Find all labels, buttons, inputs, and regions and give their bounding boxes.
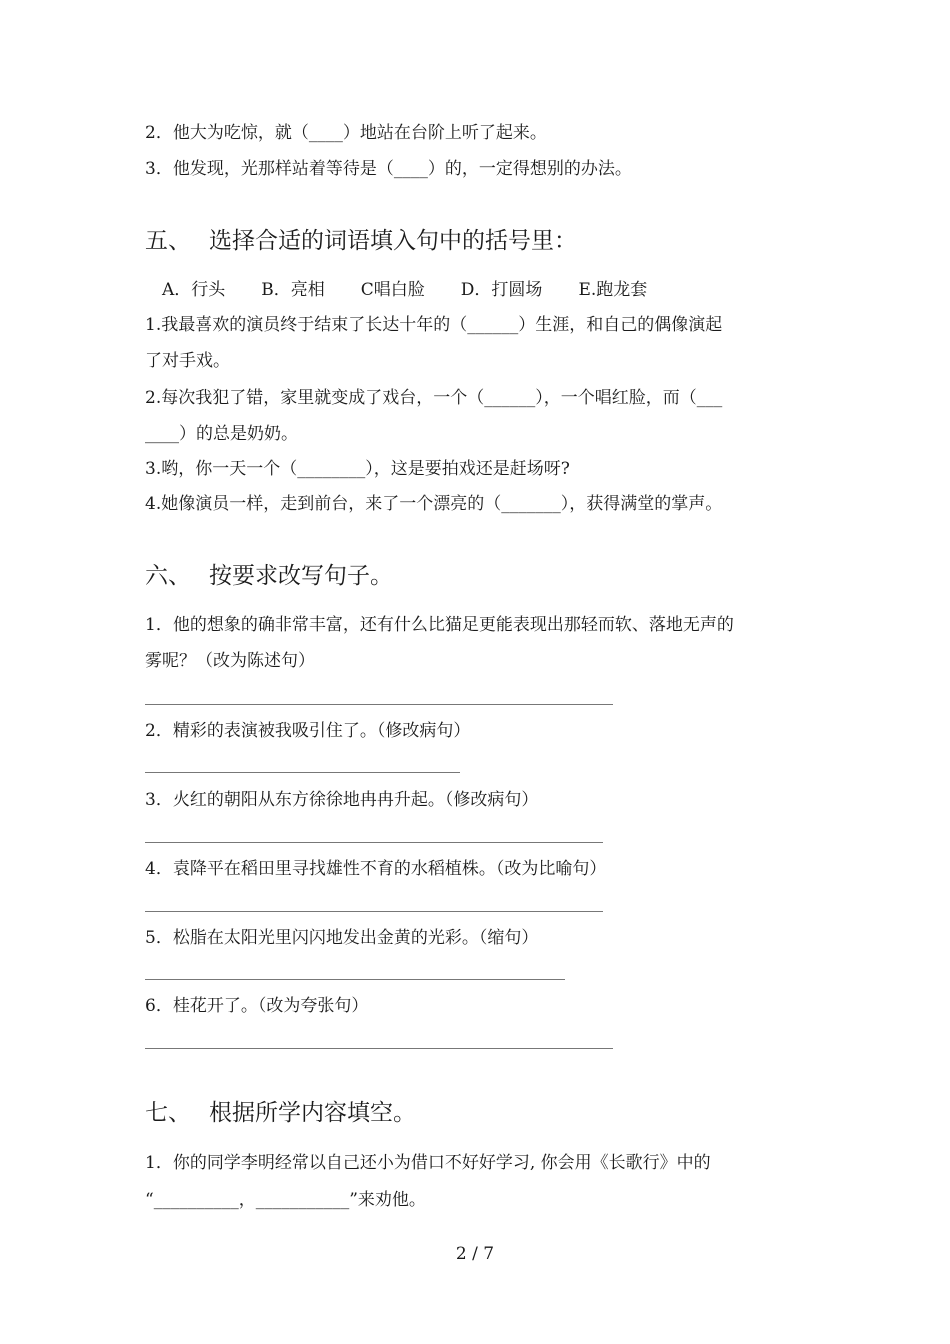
question-line: 3．火红的朝阳从东方徐徐地冉冉升起。（修改病句） bbox=[145, 790, 539, 810]
answer-line[interactable] bbox=[145, 704, 613, 705]
section-number: 七、 bbox=[145, 1100, 191, 1126]
option-c: C唱白脸 bbox=[360, 280, 425, 300]
question-line: 3.哟，你一天一个（________），这是要拍戏还是赶场呀? bbox=[145, 459, 570, 479]
question-line: 4.她像演员一样，走到前台，来了一个漂亮的（_______），获得满堂的掌声。 bbox=[145, 494, 723, 514]
answer-line[interactable] bbox=[145, 1048, 613, 1049]
question-line: “__________，___________”来劝他。 bbox=[145, 1190, 426, 1210]
section-heading-6 bbox=[145, 561, 393, 591]
answer-line[interactable] bbox=[145, 772, 460, 773]
section-title: 选择合适的词语填入句中的括号里： bbox=[209, 228, 577, 254]
question-line: 2.每次我犯了错，家里就变成了戏台，一个（______），一个唱红脸，而（___ bbox=[145, 388, 723, 408]
question-line: 2．精彩的表演被我吸引住了。（修改病句） bbox=[145, 721, 471, 741]
section-number: 五、 bbox=[145, 228, 191, 254]
answer-line[interactable] bbox=[145, 842, 603, 843]
option-a: A．行头 bbox=[162, 280, 226, 300]
question-line: ____）的总是奶奶。 bbox=[145, 424, 298, 444]
section-number: 六、 bbox=[145, 563, 191, 589]
question-line: 5．松脂在太阳光里闪闪地发出金黄的光彩。（缩句） bbox=[145, 928, 539, 948]
option-e: E.跑龙套 bbox=[578, 280, 648, 300]
question-line: 6．桂花开了。（改为夸张句） bbox=[145, 996, 369, 1016]
question-line: 1.我最喜欢的演员终于结束了长达十年的（______）生涯，和自己的偶像演起 bbox=[145, 315, 723, 335]
section-title: 按要求改写句子。 bbox=[209, 563, 393, 589]
question-line: 1．他的想象的确非常丰富，还有什么比猫足更能表现出那轻而软、落地无声的 bbox=[145, 615, 734, 635]
question-line: 1．你的同学李明经常以自己还小为借口不好好学习, 你会用《长歌行》中的 bbox=[145, 1153, 711, 1173]
question-line: 4．袁降平在稻田里寻找雄性不育的水稻植株。（改为比喻句） bbox=[145, 859, 607, 879]
answer-line[interactable] bbox=[145, 911, 603, 912]
word-options bbox=[162, 279, 683, 301]
question-line: 2．他大为吃惊，就（____）地站在台阶上听了起来。 bbox=[145, 123, 547, 143]
page-number: 2 / 7 bbox=[455, 1244, 495, 1264]
question-line: 雾呢？（改为陈述句） bbox=[145, 651, 315, 671]
section-heading-5 bbox=[145, 226, 577, 256]
option-d: D．打圆场 bbox=[460, 280, 543, 300]
question-line: 3．他发现，光那样站着等待是（____）的，一定得想别的办法。 bbox=[145, 159, 632, 179]
section-heading-7 bbox=[145, 1098, 416, 1128]
section-title: 根据所学内容填空。 bbox=[209, 1100, 416, 1126]
question-line: 了对手戏。 bbox=[145, 351, 230, 371]
option-b: B．亮相 bbox=[261, 280, 325, 300]
answer-line[interactable] bbox=[145, 979, 565, 980]
